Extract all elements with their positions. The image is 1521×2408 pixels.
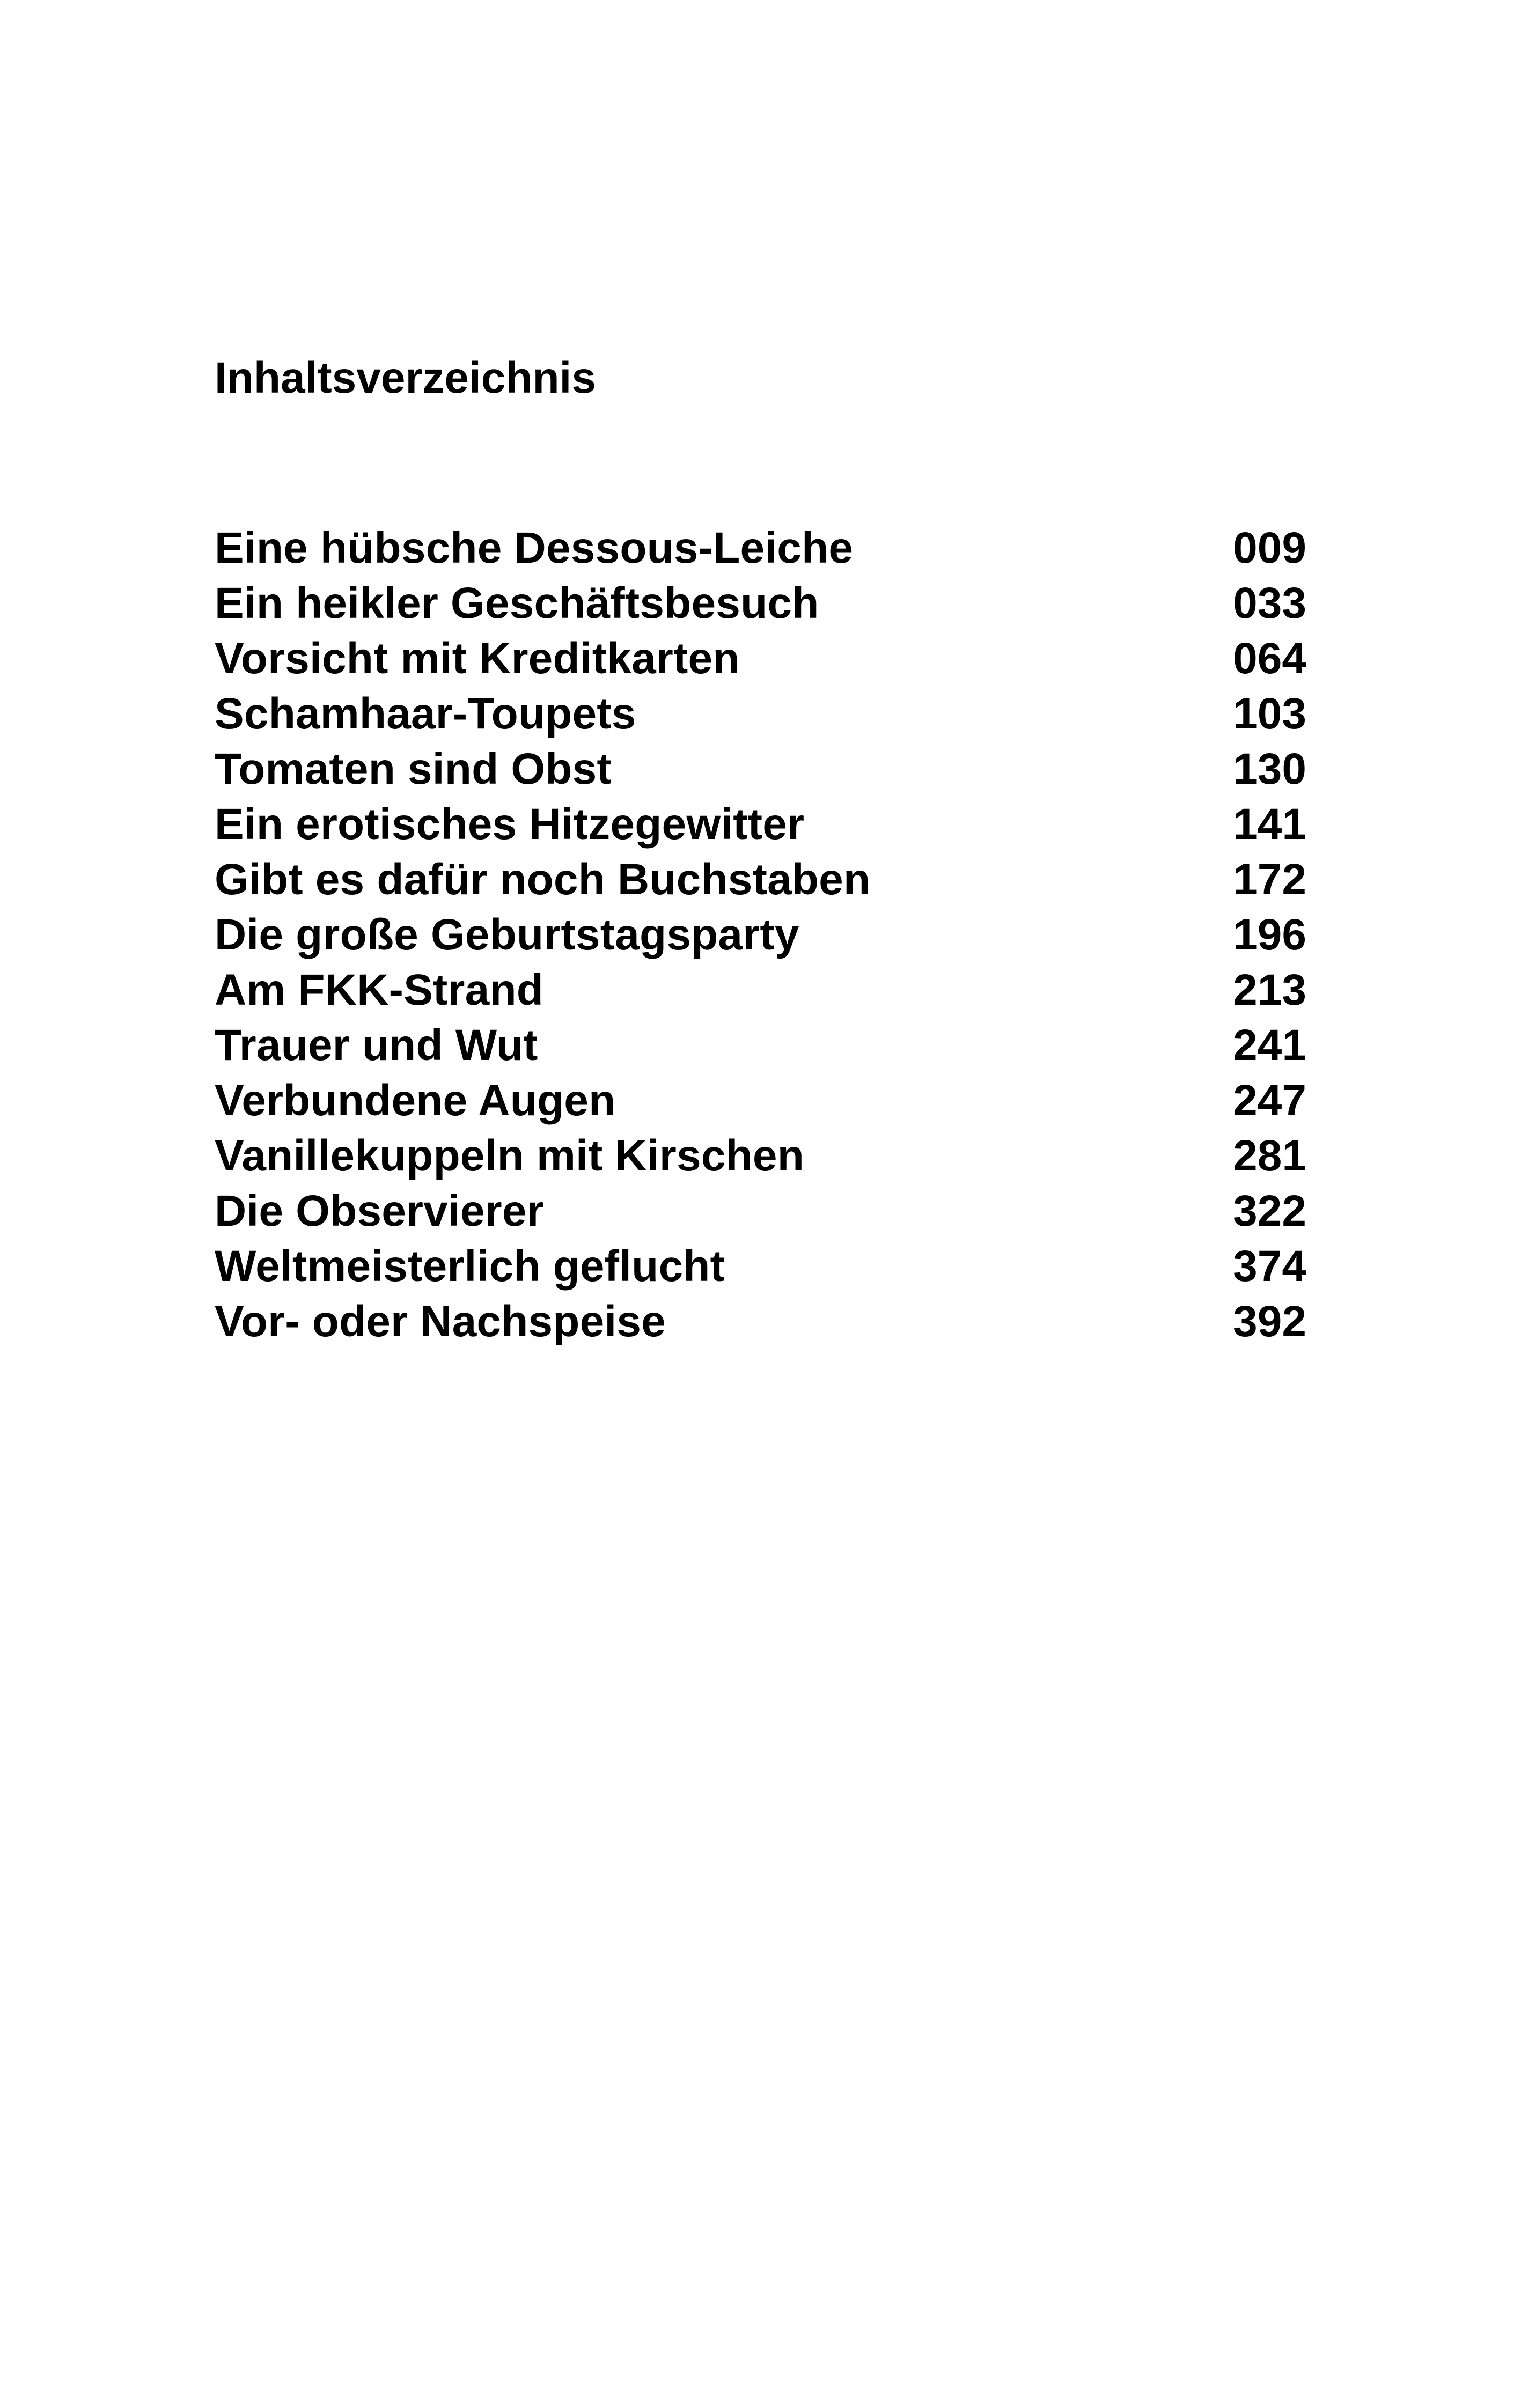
toc-entry xyxy=(215,1183,1306,1239)
toc-entry-title: Die große Geburtstagsparty xyxy=(215,910,799,959)
toc-heading: Inhaltsverzeichnis xyxy=(215,354,596,402)
toc-entry-title: Die Observierer xyxy=(215,1187,544,1235)
toc-entry-page-number: 213 xyxy=(1233,966,1306,1014)
toc-entry-page-number: 241 xyxy=(1233,1021,1306,1070)
toc-entry-title: Vorsicht mit Kreditkarten xyxy=(215,634,740,683)
toc-list xyxy=(215,520,1306,1349)
toc-entry xyxy=(215,852,1306,907)
toc-entry xyxy=(215,1073,1306,1128)
toc-entry-title: Vanillekuppeln mit Kirschen xyxy=(215,1131,805,1180)
toc-entry-page-number: 033 xyxy=(1233,579,1306,628)
toc-entry xyxy=(215,1294,1306,1349)
toc-entry-page-number: 322 xyxy=(1233,1187,1306,1235)
toc-entry-title: Weltmeisterlich geflucht xyxy=(215,1242,725,1291)
toc-entry-page-number: 103 xyxy=(1233,689,1306,738)
toc-entry-title: Schamhaar-Toupets xyxy=(215,689,636,738)
toc-entry-page-number: 392 xyxy=(1233,1297,1306,1346)
toc-entry xyxy=(215,1128,1306,1183)
toc-entry-title: Tomaten sind Obst xyxy=(215,745,612,793)
toc-entry-page-number: 281 xyxy=(1233,1131,1306,1180)
toc-entry xyxy=(215,576,1306,631)
toc-entry-page-number: 064 xyxy=(1233,634,1306,683)
toc-entry-page-number: 196 xyxy=(1233,910,1306,959)
toc-entry xyxy=(215,797,1306,852)
toc-entry xyxy=(215,741,1306,797)
toc-entry-title: Gibt es dafür noch Buchstaben xyxy=(215,855,871,904)
toc-entry xyxy=(215,1239,1306,1294)
toc-entry xyxy=(215,907,1306,962)
toc-entry-page-number: 130 xyxy=(1233,745,1306,793)
toc-entry xyxy=(215,520,1306,576)
toc-entry xyxy=(215,686,1306,741)
toc-entry-page-number: 374 xyxy=(1233,1242,1306,1291)
toc-entry xyxy=(215,962,1306,1018)
toc-entry-title: Ein erotisches Hitzegewitter xyxy=(215,800,805,849)
toc-entry-title: Verbundene Augen xyxy=(215,1076,616,1125)
toc-entry xyxy=(215,1018,1306,1073)
toc-entry-title: Vor- oder Nachspeise xyxy=(215,1297,666,1346)
toc-entry-title: Ein heikler Geschäftsbesuch xyxy=(215,579,819,628)
toc-entry-page-number: 247 xyxy=(1233,1076,1306,1125)
toc-entry-page-number: 009 xyxy=(1233,524,1306,572)
toc-entry xyxy=(215,631,1306,686)
toc-entry-title: Am FKK-Strand xyxy=(215,966,544,1014)
toc-entry-page-number: 172 xyxy=(1233,855,1306,904)
toc-entry-title: Eine hübsche Dessous-Leiche xyxy=(215,524,854,572)
toc-entry-title: Trauer und Wut xyxy=(215,1021,538,1070)
toc-entry-page-number: 141 xyxy=(1233,800,1306,849)
